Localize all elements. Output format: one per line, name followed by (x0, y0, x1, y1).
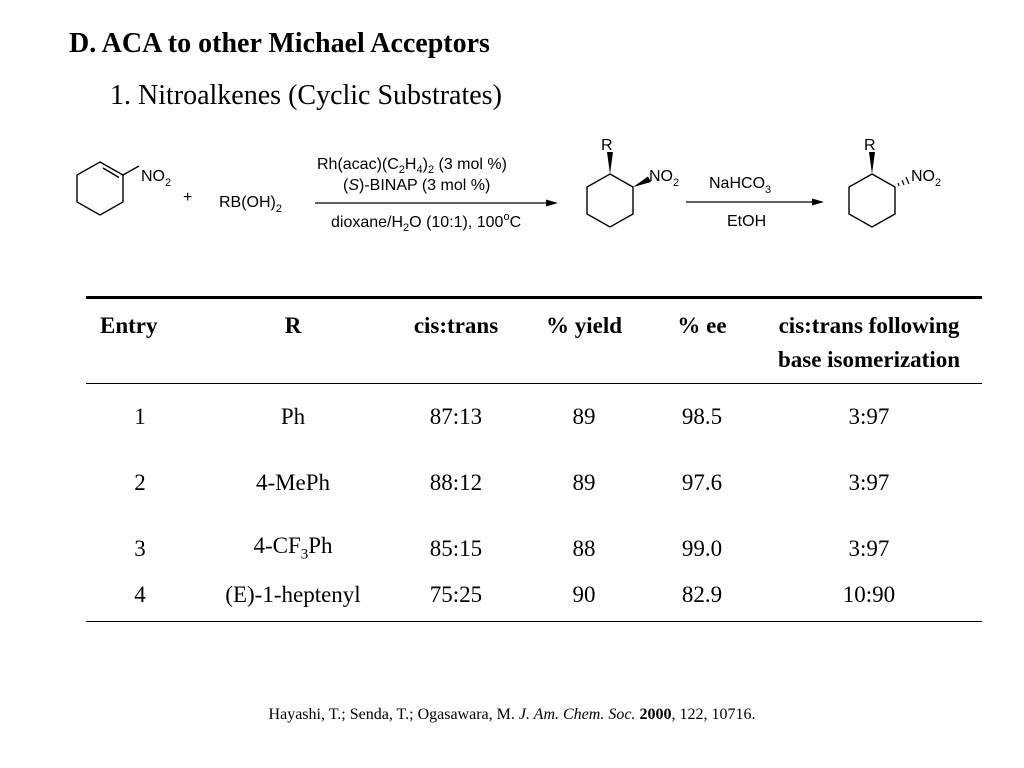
table-row (86, 384, 982, 450)
product-r-group: R (601, 137, 613, 154)
results-table (86, 296, 982, 622)
trans-product-structure (849, 174, 895, 227)
header-yield: % yield (545, 313, 623, 338)
cell-yield: 89 (572, 469, 596, 495)
cell-ee: 99.0 (681, 535, 723, 561)
cell-yield: 88 (572, 535, 596, 561)
boronic-acid-reagent: $RB(OH)_2$ (219, 194, 283, 215)
condition-ligand: (S)-BINAP (3 mol %) (343, 177, 491, 194)
plus-sign: + (183, 189, 193, 206)
cell-yield: 90 (572, 581, 596, 607)
cell-r: 4-MePh (255, 469, 331, 495)
cyclohexene-structure (77, 162, 139, 215)
table-header-row (86, 298, 982, 384)
cell-entry: 3 (134, 535, 146, 561)
cell-r: Ph (280, 403, 306, 429)
cell-r: $4-CF_3Ph$ (253, 533, 333, 563)
hashed-bond (898, 177, 909, 186)
cell-isomerization: 3:97 (848, 403, 890, 429)
wedge-bond (869, 152, 875, 174)
slide-title: D. ACA to other Michael Acceptors (69, 28, 490, 59)
cell-entry: 4 (134, 581, 146, 607)
slide-subtitle: 1. Nitroalkenes (Cyclic Substrates) (110, 80, 502, 111)
cis-product-structure (587, 174, 633, 227)
base-reagent: NaHCO$_3$ (709, 175, 772, 196)
journal-name: J. Am. Chem. Soc. (518, 706, 636, 723)
product-nitro-group: $NO_2$ (649, 168, 680, 189)
reaction-scheme (0, 130, 1024, 250)
cell-cis-trans: 75:25 (429, 581, 483, 607)
cell-entry: 2 (134, 469, 146, 495)
table-row (86, 582, 982, 622)
cell-yield: 89 (572, 403, 596, 429)
header-r: R (284, 313, 302, 338)
table-row (86, 516, 982, 582)
cell-ee: 98.5 (681, 403, 723, 429)
header-entry: Entry (100, 313, 158, 338)
header-cis-trans: cis:trans (413, 313, 499, 338)
cell-ee: 97.6 (681, 469, 723, 495)
product-nitro-group: $NO_2$ (911, 168, 942, 189)
header-ee: % ee (677, 313, 727, 338)
table-row (86, 450, 982, 516)
cell-isomerization: 3:97 (848, 469, 890, 495)
citation-year: 2000 (639, 706, 672, 723)
cell-ee: 82.9 (681, 581, 723, 607)
wedge-bond (607, 152, 613, 174)
header-cis-trans-isomerization: cis:trans following base isomerization (777, 313, 961, 372)
cell-isomerization: 3:97 (848, 535, 890, 561)
reaction-arrow-2 (686, 199, 824, 206)
reaction-arrow-1 (315, 200, 558, 207)
substrate-nitro-group: $NO_2$ (141, 168, 172, 189)
citation: Hayashi, T.; Senda, T.; Ogasawara, M. J. Am. Chem. Soc. 2000, 122, 10716. (268, 706, 756, 723)
cell-entry: 1 (134, 403, 146, 429)
cell-cis-trans: 88:12 (429, 469, 483, 495)
cell-cis-trans: 87:13 (429, 403, 483, 429)
cell-cis-trans: 85:15 (429, 535, 483, 561)
cell-r: (E)-1-heptenyl (225, 581, 361, 607)
product-r-group: R (864, 137, 876, 154)
condition-solvent: dioxane/$H_2O$ (10:1), 100$^o$C (331, 211, 522, 234)
condition-catalyst: $Rh(acac)(C_2H_4)_2$ (3 mol %) (317, 156, 507, 176)
cell-isomerization: 10:90 (842, 581, 896, 607)
base-solvent: EtOH (727, 213, 767, 230)
